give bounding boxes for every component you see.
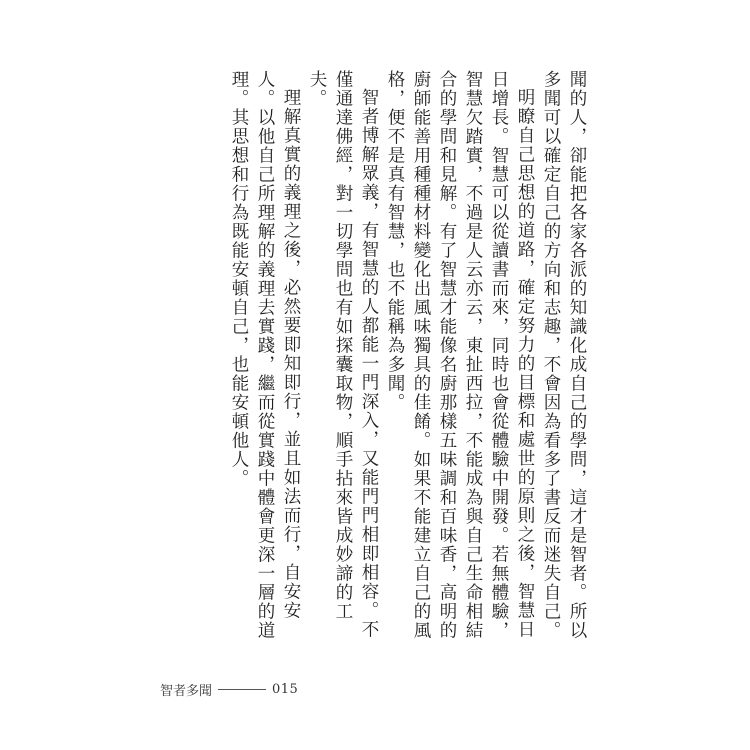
paragraph: 理解真實的義理之後，必然要即知即行，並且如法而行，自安安人。以他自己所理解的義理去實踐，繼而從實踐中體會更深一層的道理。其思想和行為既能安頓自己，也能安頓他人。 [229,70,301,640]
footer-rule [218,689,266,690]
paragraph: 智者博解眾義，有智慧的人都能一門深入，又能門門相即相容。不僅通達佛經，對一切學問也有如探囊取物，順手拈來皆成妙諦的工夫。 [307,70,379,639]
paragraph: 明瞭自己思想的道路，確定努力的目標和處世的原則之後，智慧日日增長。智慧可以從讀書而來，同時也會從體驗中開發。若無體驗，智慧欠踏實，不過是人云亦云，東扯西拉，不能成為與自己生命相結合的學問和見解。有了智慧才能像名廚那樣五味調和百味香，高明的廚師能善用種種材料變化出風味獨具的佳餚。如果不能建立自己的風格，便不是真有智慧，也不能稱為多聞。 [385,70,535,640]
body-text [226,70,590,650]
running-title: 智者多聞 [160,684,213,699]
page-footer [160,680,298,699]
paragraph: 聞的人，卻能把各家各派的知識化成自己的學問，這才是智者。所以多聞可以確定自己的方向和志趣，不會因為看多了書反而迷失自己。 [541,70,587,640]
page-number: 015 [272,682,299,697]
